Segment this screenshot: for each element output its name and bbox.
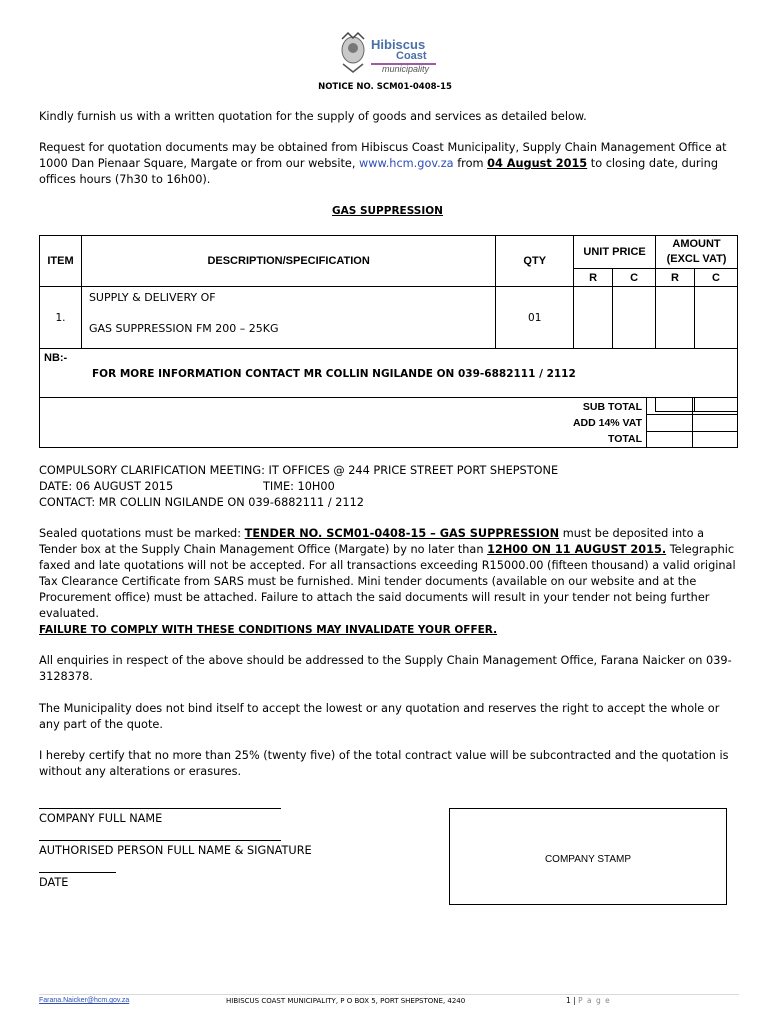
nb-note: [40, 349, 738, 398]
header-amount-r: R: [656, 269, 695, 287]
section-title: GAS SUPPRESSION: [332, 205, 443, 217]
certification-text: I hereby certify that no more than 25% (twenty five) of the total contract value will be subcontracted and the quotation is without any alterations or erasures.: [39, 749, 729, 778]
footer-page: 1 | P a g e: [566, 996, 611, 1005]
header-amount: AMOUNT (EXCL VAT): [656, 236, 738, 269]
header-amount-c: C: [694, 269, 737, 287]
header-qty: QTY: [496, 236, 574, 287]
sub-total-label: SUB TOTAL: [582, 401, 642, 413]
bind-clause: The Municipality does not bind itself to accept the lowest or any quotation and reserves the right to accept the whole or any part of the quote.: [39, 702, 720, 731]
meeting-line: COMPULSORY CLARIFICATION MEETING: IT OFFICES @ 244 PRICE STREET PORT SHEPSTONE: [39, 464, 559, 477]
closing-deadline: 12H00 ON 11 AUGUST 2015.: [487, 543, 667, 556]
unit-price-c-cell[interactable]: [613, 287, 656, 349]
meeting-info: [39, 463, 759, 511]
company-stamp-label: COMPANY STAMP: [544, 854, 632, 865]
nb-text: FOR MORE INFORMATION CONTACT MR COLLIN NGILANDE ON 039-6882111 / 2112: [92, 368, 576, 380]
item-description: SUPPLY & DELIVERY OF GAS SUPPRESSION FM 200 – 25KG: [81, 287, 495, 349]
quotation-table: [39, 235, 738, 412]
item-number: 1.: [40, 287, 82, 349]
header-item: ITEM: [40, 236, 82, 287]
date-label: DATE: [39, 876, 69, 889]
logo-name: Hibiscus: [371, 37, 426, 52]
meeting-date: DATE: 06 AUGUST 2015: [39, 480, 174, 493]
total-label: TOTAL: [607, 433, 642, 445]
footer-email-link[interactable]: Farana.Naicker@hcm.gov.za: [39, 997, 130, 1004]
sealed-paragraph: Sealed quotations must be marked: TENDER NO. SCM01-0408-15 – GAS SUPPRESSION must be deposited into a Tender box at the Supply Chain Management Office (Margate) by no later than 12H00 ON 11 AUGUST 2015. Telegraphic faxed and late quotations will not be accepted. For all transactions exceeding R15000.00 (fifteen thousand) a valid original Tax Clearance Certificate from SARS must be furnished. Mini tender documents (available on our website and at the Procurement office) must be attached. Failure to attach the said documents will result in your tender not being further evaluated.: [39, 527, 736, 620]
total-r-cell[interactable]: [656, 398, 695, 412]
footer-rule: [39, 994, 739, 995]
company-name-line[interactable]: [39, 808, 281, 809]
failure-warning: FAILURE TO COMPLY WITH THESE CONDITIONS MAY INVALIDATE YOUR OFFER.: [39, 624, 498, 636]
municipality-logo: [338, 30, 448, 76]
notice-number: NOTICE NO. SCM01-0408-15: [318, 82, 452, 92]
website-link[interactable]: www.hcm.gov.za: [359, 157, 454, 170]
authorised-signature-line[interactable]: [39, 840, 281, 841]
footer-address: HIBISCUS COAST MUNICIPALITY, P O BOX 5, PORT SHEPSTONE, 4240: [226, 997, 466, 1005]
header-unit-c: C: [613, 269, 656, 287]
vat-label: ADD 14% VAT: [572, 417, 642, 429]
request-date: 04 August 2015: [487, 157, 588, 170]
header-unit-price: UNIT PRICE: [574, 236, 656, 269]
totals-labels: [39, 399, 642, 447]
logo-name-2: Coast: [396, 50, 427, 62]
meeting-time: TIME: 10H00: [263, 480, 335, 493]
request-paragraph: Request for quotation documents may be obtained from Hibiscus Coast Municipality, Supply Chain Management Office at 1000 Dan Pienaar Square, Margate or from our website, www.hcm.gov.za from 04 August 2015 to closing date, during offices hours (7h30 to 16h00).: [39, 141, 727, 186]
company-stamp-box[interactable]: [449, 808, 727, 905]
company-name-label: COMPANY FULL NAME: [39, 812, 163, 825]
hibiscus-flower-icon: [338, 30, 368, 74]
header-unit-r: R: [574, 269, 613, 287]
date-line[interactable]: [39, 872, 116, 873]
item-qty: 01: [496, 287, 574, 349]
intro-text: Kindly furnish us with a written quotation for the supply of goods and services as detailed below.: [39, 110, 587, 123]
unit-price-r-cell[interactable]: [574, 287, 613, 349]
logo-sub: municipality: [382, 64, 430, 74]
authorised-label: AUTHORISED PERSON FULL NAME & SIGNATURE: [39, 844, 312, 857]
amount-r-cell[interactable]: [656, 287, 695, 349]
amount-c-cell[interactable]: [694, 287, 737, 349]
meeting-contact: CONTACT: MR COLLIN NGILANDE ON 039-6882111 / 2112: [39, 496, 364, 509]
nb-label: NB:-: [44, 352, 68, 364]
enquiries-text: All enquiries in respect of the above should be addressed to the Supply Chain Management Office, Farana Naicker on 039-3128378.: [39, 654, 732, 683]
table-row: [40, 287, 738, 349]
total-c-cell[interactable]: [694, 398, 737, 412]
header-description: DESCRIPTION/SPECIFICATION: [81, 236, 495, 287]
tender-reference: TENDER NO. SCM01-0408-15 – GAS SUPPRESSION: [244, 527, 560, 540]
